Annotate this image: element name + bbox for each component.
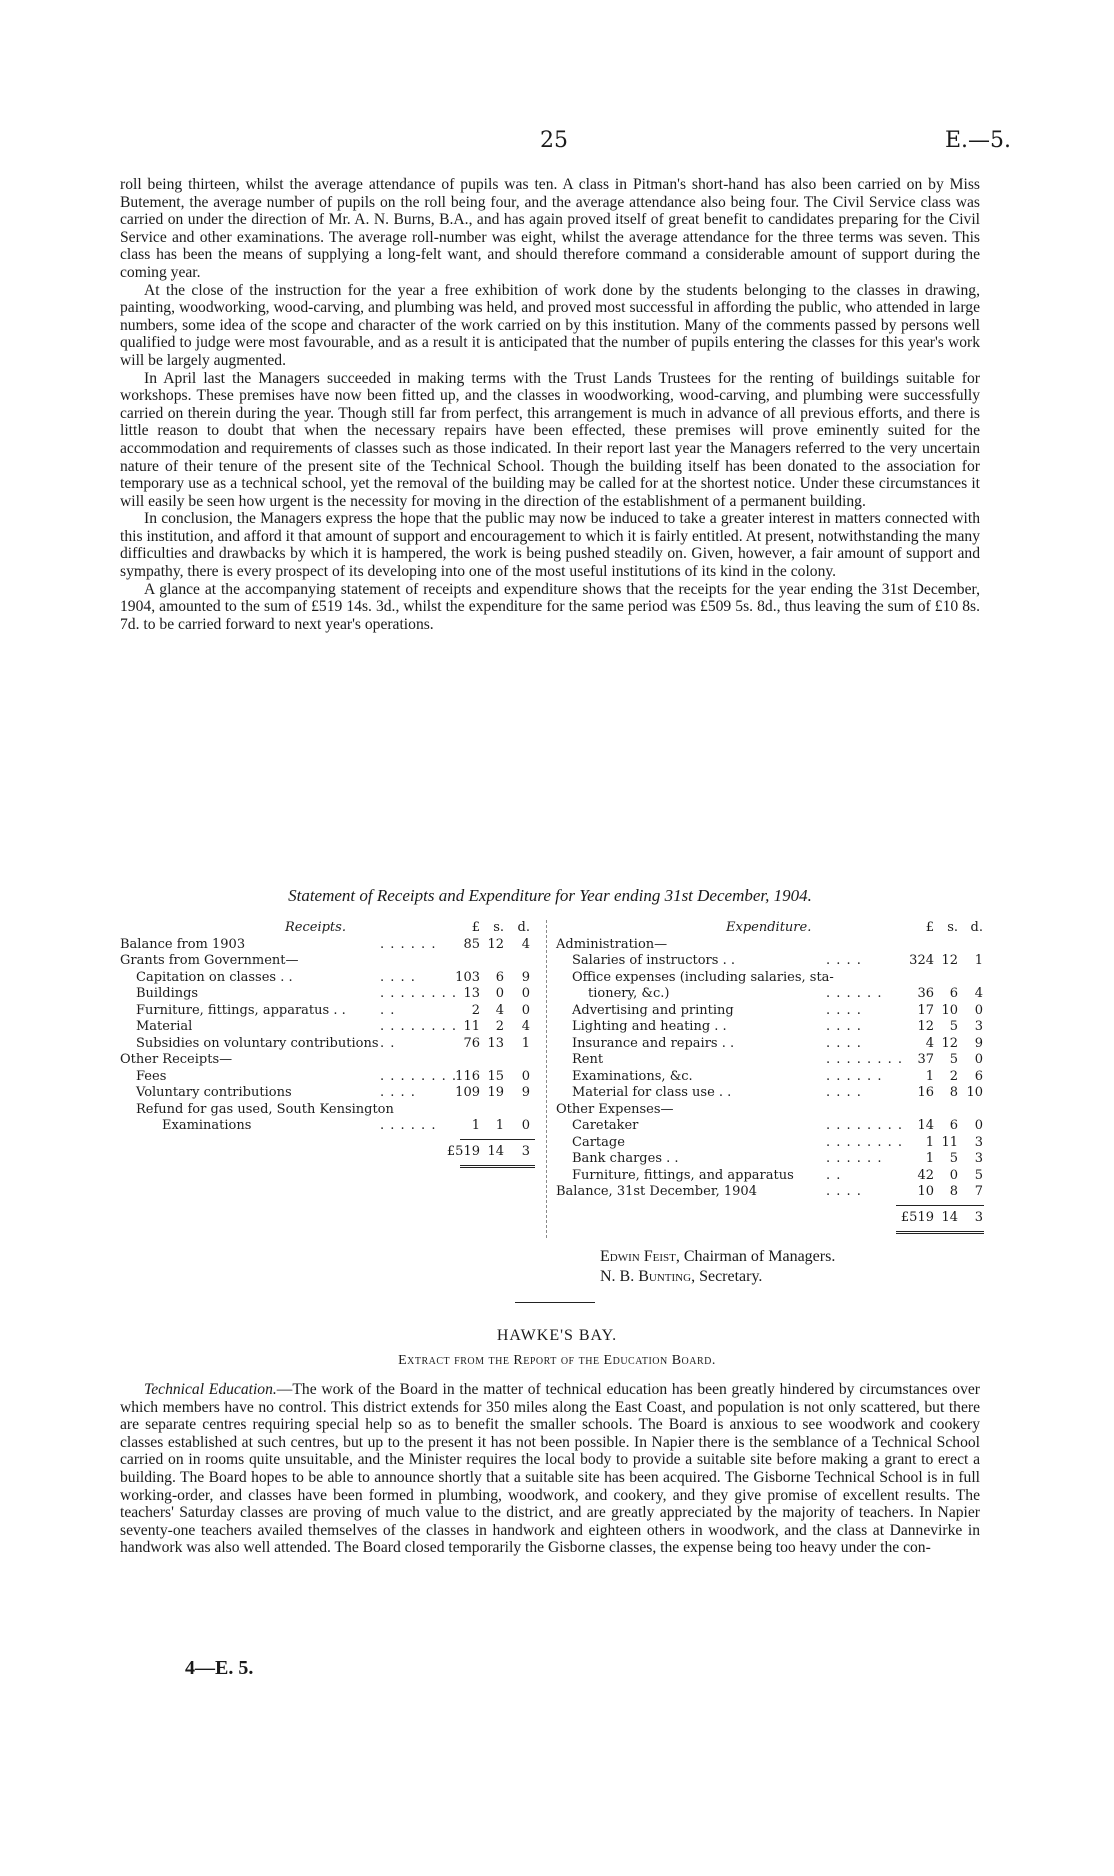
expenditure-leader-dots: . . . .: [826, 1085, 862, 1100]
col-shillings: s.: [493, 920, 504, 935]
expenditure-row: [556, 1135, 986, 1152]
receipt-label: Refund for gas used, South Kensington: [136, 1101, 394, 1117]
expenditure-row: [556, 1102, 986, 1119]
expenditure-amount-pence: 0: [974, 1118, 983, 1133]
expenditure-amount-pounds: 37: [917, 1052, 934, 1067]
expenditure-label: Balance, 31st December, 1904: [556, 1184, 757, 1199]
paragraph-3: In April last the Managers succeeded in making terms with the Trust Lands Trustees for the renting of buildings suitable for workshops. These premises have now been fitted up, and the classes in woodworking, wood-carving, and plumbing were successfully carried on therein during the year. Though still far from perfect, this arrangement is much in advance of all previous efforts, and there is little reason to doubt that when the necessary repairs have been effected, these premises will prove eminently suited for the accommodation and requirements of classes such as those indicated. In their report last year the Managers referred to the very uncertain nature of their tenure of the present site of the Technical School. Though the building itself has been donated to the association for temporary use as a technical school, yet the removal of the building may be called for at the shortest notice. Under these circumstances it will easily be seen how urgent is the necessity for moving in the direction of the establishment of a permanent building.: [120, 369, 980, 510]
receipt-label: Voluntary contributions: [136, 1085, 292, 1100]
receipt-amount-pounds: 103: [455, 969, 480, 985]
expenditure-total-row: [556, 1210, 986, 1227]
section-text: —The work of the Board in the matter of technical education has been greatly hindered by circumstances over which members have no control. This district extends for 350 miles along the East Coast, and population is not only scattered, but there are separate centres requiring special help so as to benefit the smaller schools. The Board is anxious to see woodwork and cookery classes established at such centres, but up to the present it has not been possible. In Napier there is the semblance of a Technical School carried on in rooms quite unsuitable, and the Minister requires the local body to provide a suitable site before making a grant to erect a building. The Board hopes to be able to announce shortly that a suitable site has been acquired. The Gisborne Technical School is in full working-order, and classes have been formed in plumbing, woodwork, and cookery, and they give promise of excellent results. The teachers' Saturday classes are proving of much value to the district, and are greatly appreciated by the majority of teachers. In Napier seventy-one teachers availed themselves of the classes in handwork and eighteen others in woodwork, and the class at Dannevirke in handwork was also well attended. The Board closed temporarily the Gisborne classes, the expense being too heavy under the con-: [120, 1381, 980, 1557]
receipt-amount-pounds: 13: [463, 986, 480, 1001]
expenditure-amount-pence: 4: [974, 986, 983, 1001]
expenditure-amount-pounds: 4: [925, 1035, 934, 1051]
paragraph-5: A glance at the accompanying statement of receipts and expenditure shows that the receipts for the year ending the 31st December, 1904, amounted to the sum of £519 14s. 3d., whilst the expenditure for the same period was £509 5s. 8d., thus leaving the sum of £10 8s. 7d. to be carried forward to next year's operations.: [120, 580, 980, 633]
expenditure-amount-shillings: 5: [949, 1151, 958, 1166]
expenditure-amount-pence: 3: [974, 1151, 983, 1166]
expenditure-amount-pounds: 324: [909, 953, 934, 968]
expenditure-amount-shillings: 2: [949, 1068, 958, 1084]
expenditure-label: Material for class use . .: [572, 1085, 732, 1100]
receipt-amount-pence: 4: [521, 936, 530, 952]
expenditure-label: Examinations, &c.: [572, 1068, 693, 1084]
expenditure-total-pence: 3: [974, 1209, 983, 1225]
table-divider: [546, 920, 547, 1238]
expenditure-amount-shillings: 5: [949, 1052, 958, 1067]
expenditure-row: [556, 1003, 986, 1020]
expenditure-row: [556, 1036, 986, 1053]
receipt-leader-dots: . . . . . .: [380, 936, 437, 952]
expenditure-amount-shillings: 6: [949, 986, 958, 1001]
receipt-amount-pence: 9: [521, 1085, 530, 1100]
chairman-name: Edwin Feist: [600, 1248, 676, 1265]
paragraph-1: roll being thirteen, whilst the average attendance of pupils was ten. A class in Pitman's short-hand has also been carried on by Miss Butement, the average number of pupils on the roll being four, and the average attendance also being four. The Civil Service class was carried on under the direction of Mr. A. N. Burns, B.A., and has again proved itself of great benefit to candidates preparing for the Civil Service and other examinations. The average roll-number was eight, whilst the average attendance for the three terms was seven. This class has been the means of supplying a long-felt want, and should therefore command a considerable amount of support during the coming year.: [120, 176, 980, 281]
expenditure-leader-dots: . .: [826, 1167, 842, 1183]
receipt-row: [120, 1019, 550, 1036]
receipts-total-pence: 3: [521, 1143, 530, 1159]
expenditure-total-shillings: 14: [941, 1209, 958, 1225]
receipt-label: Other Receipts—: [120, 1052, 233, 1067]
exp-col-pence: d.: [970, 920, 983, 935]
col-pence: d.: [517, 920, 530, 935]
receipt-amount-shillings: 6: [495, 969, 504, 985]
receipt-label: Furniture, fittings, apparatus . .: [136, 1002, 346, 1018]
receipts-header-row: [120, 920, 550, 937]
expenditure-amount-shillings: 5: [949, 1019, 958, 1034]
receipts-table: [120, 920, 550, 1157]
page-number: 25: [540, 128, 568, 153]
expenditure-amount-pounds: 12: [917, 1019, 934, 1034]
col-pounds: £: [471, 920, 480, 935]
receipt-amount-pounds: 116: [455, 1068, 480, 1084]
expenditure-amount-shillings: 0: [949, 1167, 958, 1183]
secretary-role: , Secretary.: [691, 1268, 763, 1285]
expenditure-header: Expenditure.: [726, 920, 812, 935]
expenditure-amount-pounds: 1: [925, 1068, 934, 1084]
expenditure-amount-shillings: 8: [949, 1184, 958, 1199]
paragraph-4: In conclusion, the Managers express the hope that the public may now be induced to take a greater interest in matters connected with this institution, and afford it that amount of support and encouragement to which it is fairly entitled. At present, notwithstanding the many difficulties and drawbacks by which it is hampered, the work is being pushed steadily on. Given, however, a fair amount of support and sympathy, there is every prospect of its developing into one of the most useful institutions of its kind in the colony.: [120, 510, 980, 581]
expenditure-label: Furniture, fittings, and apparatus: [572, 1167, 794, 1183]
expenditure-amount-pounds: 1: [925, 1134, 934, 1150]
paragraph-2: At the close of the instruction for the year a free exhibition of work done by the students belonging to the classes in drawing, painting, woodworking, wood-carving, and plumbing was held, and proved most successful in affording the public, who attended in large numbers, some idea of the scope and character of the work carried on by this institution. Many of the comments passed by persons well qualified to judge were most favourable, and as a result it is anticipated that the number of pupils entering the classes for this year's work will be largely augmented.: [120, 281, 980, 369]
expenditure-amount-shillings: 6: [949, 1118, 958, 1133]
section-separator: [515, 1302, 595, 1303]
expenditure-amount-pounds: 36: [917, 986, 934, 1001]
expenditure-leader-dots: . . . . . .: [826, 986, 883, 1001]
expenditure-row: [556, 953, 986, 970]
expenditure-row: [556, 1151, 986, 1168]
receipt-row: [120, 1052, 550, 1069]
section-subtitle: Extract from the Report of the Education Board.: [398, 1353, 716, 1368]
receipt-row: [120, 953, 550, 970]
receipt-row: [120, 986, 550, 1003]
expenditure-amount-pounds: 10: [917, 1184, 934, 1199]
receipt-label: Subsidies on voluntary contributions: [136, 1035, 379, 1051]
receipt-leader-dots: . . . . . . . .: [380, 1019, 457, 1034]
expenditure-label: Caretaker: [572, 1118, 639, 1133]
signature-chairman: [600, 1247, 835, 1266]
receipts-total-shillings: 14: [487, 1143, 504, 1159]
expenditure-amount-shillings: 10: [941, 1002, 958, 1018]
receipt-row: [120, 937, 550, 954]
receipts-total-double-rule: [460, 1165, 535, 1168]
expenditure-label: Lighting and heating . .: [572, 1019, 727, 1034]
receipt-amount-shillings: 0: [495, 986, 504, 1001]
signature-secretary: [600, 1267, 762, 1286]
receipt-row: [120, 1069, 550, 1086]
body-paragraphs: [120, 176, 980, 633]
expenditure-row: [556, 1085, 986, 1102]
receipt-amount-shillings: 19: [487, 1085, 504, 1100]
receipt-leader-dots: . .: [380, 1002, 396, 1018]
expenditure-row: [556, 1168, 986, 1185]
receipt-leader-dots: . . . .: [380, 1085, 416, 1100]
expenditure-row: [556, 986, 986, 1003]
receipt-amount-pence: 0: [521, 1068, 530, 1084]
receipts-total-block: [120, 1135, 550, 1157]
receipt-amount-pounds: 76: [463, 1035, 480, 1051]
expenditure-label: Advertising and printing: [572, 1002, 734, 1018]
expenditure-amount-pence: 10: [966, 1085, 983, 1100]
expenditure-row: [556, 1118, 986, 1135]
receipt-amount-shillings: 15: [487, 1068, 504, 1084]
expenditure-leader-dots: . . . . . . . .: [826, 1118, 903, 1133]
expenditure-leader-dots: . . . .: [826, 1002, 862, 1018]
document-reference: E.—5.: [945, 128, 1012, 153]
expenditure-amount-pounds: 42: [917, 1167, 934, 1183]
expenditure-row: [556, 1052, 986, 1069]
expenditure-total-block: [556, 1201, 986, 1223]
expenditure-label: Bank charges . .: [572, 1151, 679, 1166]
expenditure-row: [556, 970, 986, 987]
expenditure-label: Other Expenses—: [556, 1101, 674, 1117]
receipt-leader-dots: . . . . . . . .: [380, 1068, 457, 1084]
receipt-amount-pence: 0: [521, 1002, 530, 1018]
receipt-amount-pounds: 1: [471, 1118, 480, 1133]
expenditure-amount-pence: 6: [974, 1068, 983, 1084]
exp-col-shillings: s.: [947, 920, 958, 935]
receipts-total-pounds: £519: [446, 1143, 480, 1159]
receipt-amount-shillings: 12: [487, 936, 504, 952]
expenditure-total-pounds: £519: [900, 1209, 934, 1225]
expenditure-leader-dots: . . . . . . . .: [826, 1052, 903, 1067]
receipt-amount-shillings: 1: [495, 1118, 504, 1133]
expenditure-row: [556, 1069, 986, 1086]
expenditure-label: Insurance and repairs . .: [572, 1035, 735, 1051]
expenditure-leader-dots: . . . .: [826, 953, 862, 968]
receipt-amount-pounds: 2: [471, 1002, 480, 1018]
receipts-rows: [120, 937, 550, 1135]
receipt-row: [120, 1003, 550, 1020]
expenditure-label: Cartage: [572, 1134, 625, 1150]
expenditure-amount-pence: 1: [974, 953, 983, 968]
expenditure-row: [556, 937, 986, 954]
receipt-leader-dots: . .: [380, 1035, 396, 1051]
expenditure-leader-dots: . . . . . . . .: [826, 1134, 903, 1150]
receipt-row: [120, 1036, 550, 1053]
expenditure-total-double-rule: [896, 1231, 984, 1234]
receipt-leader-dots: . . . . . . . .: [380, 986, 457, 1001]
expenditure-row: [556, 1184, 986, 1201]
receipt-amount-pounds: 109: [455, 1085, 480, 1100]
receipt-label: Capitation on classes . .: [136, 969, 293, 985]
receipt-amount-pence: 0: [521, 1118, 530, 1133]
expenditure-row: [556, 1019, 986, 1036]
expenditure-leader-dots: . . . . . .: [826, 1151, 883, 1166]
expenditure-leader-dots: . . . .: [826, 1019, 862, 1034]
receipt-amount-pence: 4: [521, 1019, 530, 1034]
receipt-row: [120, 970, 550, 987]
receipt-amount-shillings: 13: [487, 1035, 504, 1051]
receipt-row: [120, 1102, 550, 1119]
section-title: HAWKE'S BAY.: [496, 1327, 618, 1344]
expenditure-rows: [556, 937, 986, 1201]
expenditure-label: Administration—: [556, 936, 668, 952]
receipt-row: [120, 1118, 550, 1135]
statement-title: Statement of Receipts and Expenditure for Year ending 31st December, 1904.: [288, 886, 812, 905]
receipt-amount-pence: 9: [521, 969, 530, 985]
receipt-label: Balance from 1903: [120, 936, 246, 952]
receipt-amount-pence: 1: [521, 1035, 530, 1051]
expenditure-label: Salaries of instructors . .: [572, 953, 735, 968]
expenditure-amount-pence: 9: [974, 1035, 983, 1051]
expenditure-amount-pence: 3: [974, 1134, 983, 1150]
receipts-total-rule: [460, 1139, 535, 1140]
expenditure-amount-pence: 3: [974, 1019, 983, 1034]
receipt-label: Buildings: [136, 986, 199, 1001]
receipt-label: Examinations: [162, 1118, 252, 1133]
section-paragraph: [120, 1381, 980, 1557]
receipt-amount-shillings: 2: [495, 1019, 504, 1034]
expenditure-amount-pence: 5: [974, 1167, 983, 1183]
expenditure-amount-pounds: 16: [917, 1085, 934, 1100]
exp-col-pounds: £: [925, 920, 934, 935]
expenditure-total-rule: [896, 1205, 984, 1206]
expenditure-leader-dots: . . . . . .: [826, 1068, 883, 1084]
expenditure-leader-dots: . . . .: [826, 1035, 862, 1051]
receipts-header: Receipts.: [285, 920, 346, 935]
receipt-leader-dots: . . . . . .: [380, 1118, 437, 1133]
expenditure-label: Office expenses (including salaries, sta-: [572, 969, 834, 985]
receipt-row: [120, 1085, 550, 1102]
receipt-amount-pence: 0: [521, 986, 530, 1001]
receipt-amount-pounds: 11: [463, 1019, 480, 1034]
secretary-name: N. B. Bunting: [600, 1268, 692, 1285]
receipts-total-row: [120, 1144, 550, 1161]
receipt-label: Material: [136, 1019, 193, 1034]
expenditure-amount-pence: 7: [974, 1184, 983, 1199]
expenditure-amount-shillings: 12: [941, 953, 958, 968]
section-lead: Technical Education.: [144, 1381, 277, 1398]
receipt-label: Fees: [136, 1068, 167, 1084]
receipt-label: Grants from Government—: [120, 953, 299, 968]
receipt-leader-dots: . . . .: [380, 969, 416, 985]
expenditure-amount-pounds: 1: [925, 1151, 934, 1166]
chairman-role: , Chairman of Managers.: [675, 1248, 836, 1265]
expenditure-header-row: [556, 920, 986, 937]
expenditure-amount-pounds: 17: [917, 1002, 934, 1018]
expenditure-label: Rent: [572, 1052, 604, 1067]
expenditure-label: tionery, &c.): [588, 986, 670, 1001]
expenditure-leader-dots: . . . .: [826, 1184, 862, 1199]
expenditure-table: [556, 920, 986, 1223]
receipt-amount-pounds: 85: [463, 936, 480, 952]
expenditure-amount-shillings: 8: [949, 1085, 958, 1100]
receipt-amount-shillings: 4: [495, 1002, 504, 1018]
expenditure-amount-shillings: 11: [941, 1134, 958, 1150]
expenditure-amount-shillings: 12: [941, 1035, 958, 1051]
expenditure-amount-pence: 0: [974, 1002, 983, 1018]
expenditure-amount-pence: 0: [974, 1052, 983, 1067]
signature-mark: 4—E. 5.: [185, 1657, 254, 1679]
expenditure-amount-pounds: 14: [917, 1118, 934, 1133]
